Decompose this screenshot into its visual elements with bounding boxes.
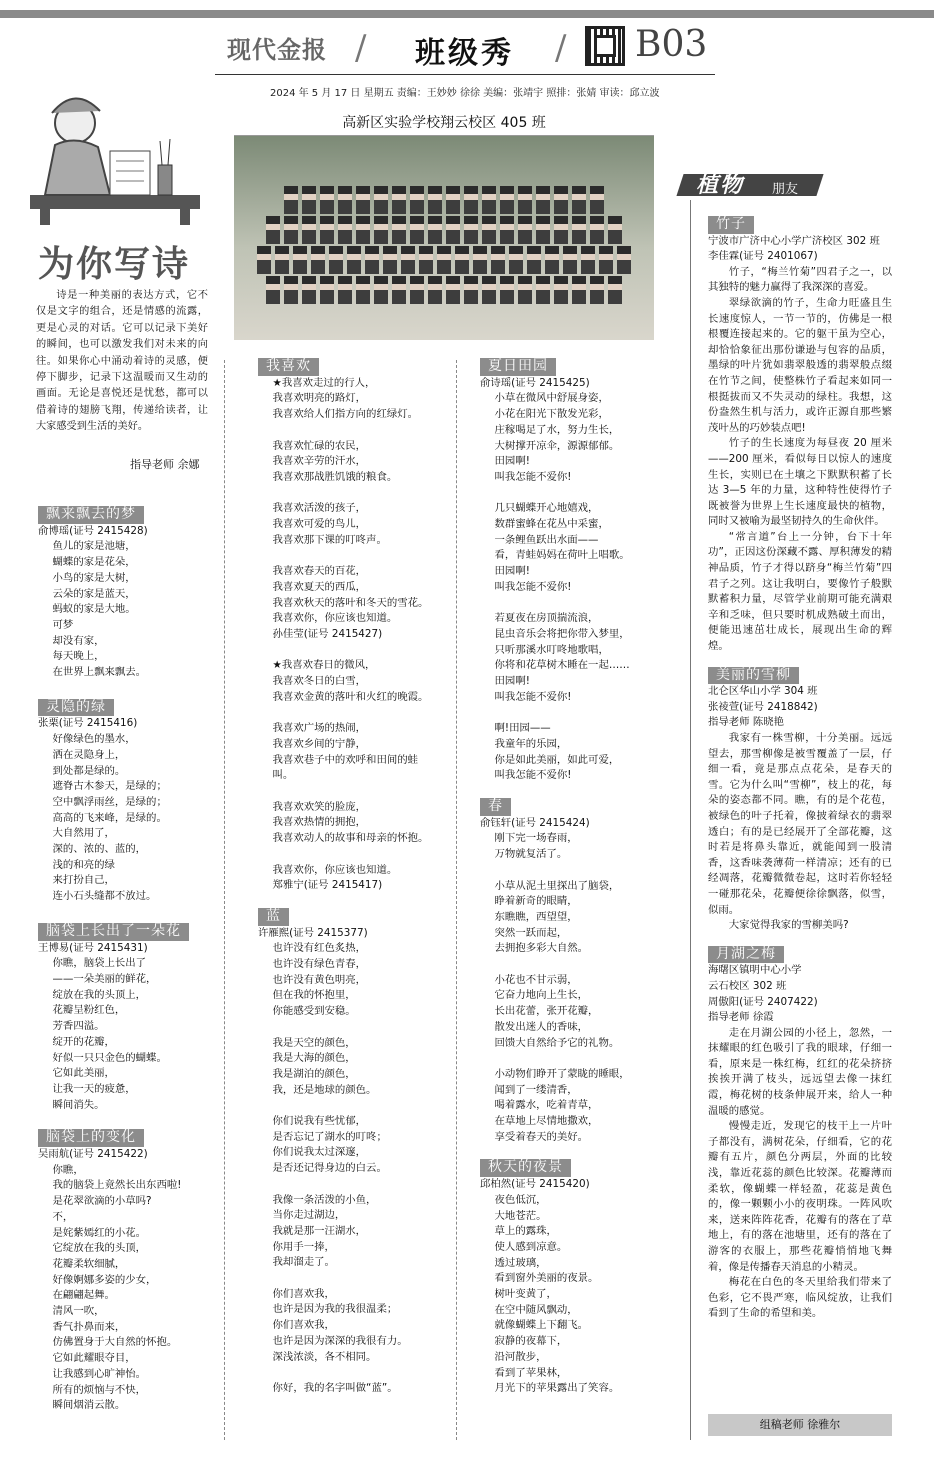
poem-line: 我喜欢忙碌的农民，	[272, 439, 367, 452]
poem-line: 透过玻璃，	[494, 1256, 547, 1269]
poem-line: 每天晚上，	[52, 650, 105, 663]
poem-line: 夜色低沉，	[494, 1193, 547, 1206]
article-paragraph: “常言道”台上一分钟，台下十年功”，正因这份深藏不露、厚积薄发的精神品质，竹子才得以跻身“梅兰竹菊”四君子之列。这让我明白，要像竹子般默默蓄积力量，尽管学业前期可能充满艰辛和乏味，但只要时机成熟破土而出，便能迅速茁壮成长，展现出生命的辉煌。	[708, 530, 892, 653]
poem-line: 我喜欢夏天的西瓜，	[272, 580, 367, 593]
poem-line	[258, 548, 438, 564]
poem-line	[258, 784, 438, 800]
poem-title	[38, 923, 208, 941]
poem-line: 我喜欢乡间的宁静，	[272, 737, 367, 750]
poem-line	[480, 863, 665, 879]
poem-block	[38, 506, 208, 681]
poem-line: 我喜欢那下课的叮咚声。	[272, 533, 387, 546]
poem-line: 你们说我太过深邃，	[272, 1146, 367, 1159]
poem-line: 洒在灵隐身上，	[52, 748, 126, 761]
article-meta: 海曙区镇明中心小学	[708, 964, 802, 977]
photo-caption: 高新区实验学校翔云校区 405 班	[234, 110, 654, 136]
poem-author: 邱柏然(证号 2415420)	[480, 1178, 590, 1191]
poem-line: 月光下的苹果露出了笑容。	[494, 1382, 620, 1395]
poem-line: 当你走过湖边，	[272, 1209, 346, 1222]
poem-line: 田园啊!	[494, 455, 530, 468]
poem-line: 我是大海的颜色，	[272, 1052, 356, 1065]
poem-line: 瞬间消失。	[52, 1098, 105, 1111]
poem-block	[480, 1159, 665, 1397]
poem-line: 看到了苹果林，	[494, 1366, 568, 1379]
column-title: 为你写诗	[38, 243, 191, 285]
poem-title	[480, 1159, 665, 1177]
poem-line: 大自然用了，	[52, 827, 115, 840]
poem-line: 若夏夜在房顶揣流浪，	[494, 612, 599, 625]
poem-line: 草上的露珠，	[494, 1225, 557, 1238]
poem-line: 我喜欢春天的百花，	[272, 565, 367, 578]
poem-line: 你瞧，	[52, 1163, 84, 1176]
poem-line: 好像婀娜多姿的少女，	[52, 1273, 157, 1286]
page-number: B03	[635, 24, 708, 65]
poem-line: 我的脑袋上竟然长出东西啦!	[52, 1179, 182, 1192]
poem-line: 也许没有红色炙热，	[272, 942, 367, 955]
article-meta: 宁波市广济中心小学广济校区 302 班	[708, 234, 880, 247]
poem-line: 闻到了一缕清香，	[494, 1083, 578, 1096]
poem-line: 来打扮自己，	[52, 874, 115, 887]
poem-line: 让我一天的疲惫，	[52, 1082, 136, 1095]
poem-tag: 夏日田园	[480, 358, 556, 376]
poem-line: ——一朵美丽的鲜花，	[52, 972, 157, 985]
poem-line: 你瞧，脑袋上长出了	[52, 957, 147, 970]
article-paragraph: 翠绿欲滴的竹子，生命力旺盛且生长速度惊人，一节一节的，仿佛是一根根覆连接起来的。它的躯干虽为空心，却恰恰象征出那份谦逊与包容的品质，墨绿的叶片犹如翡翠般透的翡翠般点缀在竹节之间，使整株竹子看起来如同一根挺拔而又不失灵动的绿柱。我想，这份盎然生机与活力，或许正源自那些繁茂叶丛的巧妙装点吧!	[708, 296, 892, 434]
poem-line: 你是如此美丽，如此可爱，	[494, 753, 620, 766]
masthead-rule	[215, 74, 715, 75]
poem-line: 郑雅宁(证号 2415417)	[272, 879, 383, 892]
poem-line: 几只蝴蝶开心地嬉戏，	[494, 502, 599, 515]
poem-line: 我喜欢那战胜饥饿的粮食。	[272, 470, 398, 483]
poem-line: 孙佳莹(证号 2415427)	[272, 627, 383, 640]
article-title	[708, 216, 892, 234]
poem-author: 许雁熙(证号 2415377)	[258, 926, 368, 939]
poem-line: 我喜欢你，你应该也知道。	[272, 612, 398, 625]
poem-line: 我是天空的颜色，	[272, 1036, 356, 1049]
poem-line: 散发出迷人的香味，	[494, 1020, 589, 1033]
poem-line: 瞬间烟消云散。	[52, 1399, 126, 1412]
article-tag: 竹子	[708, 216, 754, 234]
poem-line: 我喜欢明亮的路灯，	[272, 392, 367, 405]
poem-line: 我喜欢辛劳的汗水，	[272, 455, 367, 468]
poem-line: 啊!田园——	[494, 722, 551, 735]
poem-title	[258, 908, 438, 926]
article-paragraph: 竹子的生长速度为每昼夜 20 厘米——200 厘米，看似每日以惊人的速度生长，实则已在土壤之下默默积蓄了长达 3—5 年的力量，这种特性使得竹子既被誉为世界上生长速度最快的植物，同时又被喻为最坚韧持久的生命伙伴。	[708, 437, 892, 528]
poem-line: 我童年的乐园，	[494, 737, 568, 750]
poem-line: 叫我怎能不爱你!	[494, 690, 572, 703]
plants-column	[708, 216, 892, 1322]
article-paragraph: 慢慢走近，发现它的枝干上一片叶子都没有，满树花朵，仔细看，它的花瓣有五片，颜色分两层，外面的比较浅，靠近花蕊的颜色比较深。花瓣薄而柔软，像蝴蝶一样轻盈，花蕊是黄色的，像一颗颗小小的夜明珠。一阵风吹来，送来阵阵花香，花瓣有的落在了草地上，有的落在池塘里，还有的落在了游客的衣服上，那些花瓣悄悄地飞舞着，像是传播春天消息的小精灵。	[708, 1120, 892, 1273]
poem-column-2	[258, 358, 438, 1397]
poem-title	[38, 1129, 208, 1147]
poem-line: 小花在阳光下散发光彩，	[494, 408, 609, 421]
poem-line: 你能感受到安稳。	[272, 1005, 356, 1018]
poem-line: 我喜欢欢笑的脸庞，	[272, 800, 367, 813]
poem-line: ★我喜欢走过的行人，	[272, 376, 376, 389]
plant-article	[708, 946, 892, 1322]
poem-line: 鱼儿的家是池塘，	[52, 540, 136, 553]
poem-line: 我，还是地球的颜色。	[272, 1083, 377, 1096]
poem-line: 是姹紫嫣红的小花。	[52, 1226, 147, 1239]
poem-line: 树叶变黄了，	[494, 1288, 557, 1301]
poem-line: 就像蝴蝶上下翻飞。	[494, 1319, 589, 1332]
column-intro: 诗是一种美丽的表达方式，它不仅是文字的组合，还是情感的流露，更是心灵的对话。它可以记录下美好的瞬间，也可以激发我们对未来的向往。如果你心中涌动着诗的灵感，便停下脚步，记录下这温暖而又生动的画面。无论是喜悦还是忧愁，都可以借着诗的翅膀飞翔，传递给读者，让大家感受到生活的美好。	[36, 290, 208, 433]
intro-teacher: 指导老师 余娜	[130, 458, 200, 471]
poem-block	[480, 798, 665, 1145]
article-meta: 周傲阳(证号 2407422)	[708, 995, 818, 1008]
class-photo	[234, 136, 654, 340]
section-title: 班级秀	[415, 36, 514, 71]
poem-line	[480, 705, 665, 721]
poem-line: 好似一只只金色的蝴蝶。	[52, 1051, 167, 1064]
poem-title	[258, 358, 438, 376]
poem-line: 不，	[52, 1210, 74, 1223]
poem-line: 刚下完一场春雨，	[494, 832, 578, 845]
poem-line: 叫我怎能不爱你!	[494, 470, 572, 483]
poem-line: 我就是那一汪湖水，	[272, 1224, 367, 1237]
poem-line: 我喜欢冬日的白雪，	[272, 675, 367, 688]
poem-line: 你们喜欢我，	[272, 1287, 335, 1300]
poem-title	[38, 506, 208, 524]
poem-line: 你好，我的名字叫做“蓝”。	[272, 1382, 398, 1394]
poem-line: 长出花蕾，张开花瓣，	[494, 1005, 599, 1018]
poem-line: 连小石头缝都不放过。	[52, 890, 157, 903]
poem-line: 深浅浓淡，各不相同。	[272, 1350, 377, 1363]
editor-footer: 组稿老师 徐雅尔	[708, 1414, 892, 1436]
poem-line: 你们喜欢我，	[272, 1319, 335, 1332]
poem-line: 清风一吹，	[52, 1305, 105, 1318]
poem-line	[480, 596, 665, 612]
poem-line: 只听那溪水叮咚地歌唱，	[494, 643, 609, 656]
poem-line: 我喜欢动人的故事和母亲的怀抱。	[272, 832, 429, 845]
article-meta: 北仑区华山小学 304 班	[708, 685, 818, 698]
poem-line: 我喜欢可爱的鸟儿，	[272, 518, 367, 531]
poem-line: 到处都是绿的。	[52, 764, 126, 777]
poem-tag: 飘来飘去的梦	[38, 506, 144, 524]
poem-line: 它绽放在我的头顶，	[52, 1242, 147, 1255]
poem-line: 一条鲤鱼跃出水面——	[494, 533, 599, 546]
poem-block	[480, 358, 665, 784]
column-divider	[456, 360, 457, 1440]
article-meta: 云石校区 302 班	[708, 979, 787, 992]
poem-block	[38, 1129, 208, 1414]
poem-line: 我喜欢金黄的落叶和火红的晚霞。	[272, 690, 429, 703]
poem-line: 使人感到凉意。	[494, 1240, 568, 1253]
poem-tag: 灵隐的绿	[38, 699, 114, 717]
poem-line: 所有的烦恼与不快，	[52, 1383, 147, 1396]
poem-author: 俞钰轩(证号 2415424)	[480, 816, 590, 829]
poem-line	[480, 1051, 665, 1067]
poem-line: 蚂蚁的家是大地。	[52, 603, 136, 616]
poem-line: 突然一跃而起，	[494, 926, 568, 939]
column-divider	[224, 360, 225, 1440]
article-title	[708, 946, 892, 964]
top-rule	[0, 10, 934, 18]
article-tag: 美丽的雪柳	[708, 667, 799, 685]
poem-line: 在空中随风飘动，	[494, 1303, 578, 1316]
poem-line	[258, 1020, 438, 1036]
qr-code-icon[interactable]	[585, 26, 625, 66]
poem-line: 你用手一捧，	[272, 1240, 335, 1253]
dateline: 2024 年 5 月 17 日 星期五 责编：王妙妙 徐徐 美编：张靖宇 照排：张婧 审读：邱立波	[270, 88, 660, 99]
poem-line	[258, 423, 438, 439]
poem-line: 芳香四溢。	[52, 1020, 105, 1033]
poem-line: 万物就复活了。	[494, 848, 568, 861]
poem-tag: 秋天的夜景	[480, 1159, 571, 1177]
poem-line	[258, 1177, 438, 1193]
article-paragraph: 我家有一株雪柳，十分美丽。远远望去，那雪柳像是被雪覆盖了一层，仔细一看，竟是那点点花朵，是春天的雪。它为什么叫“雪柳”，枝上的花，每朵的姿态都不同。瞧，有的是个花苞，被绿色的叶子托着，像披着绿衣的翡翠透白；有的是已经展开了全部花瓣，这时若是将鼻头靠近，就能闻到一股清香，这香味袭薄荷一样清凉；还有的已经凋落，花瓣微微卷起，这时若你轻轻一碰那花朵，花瓣便徐徐飘落，似雪，似雨。	[708, 732, 892, 916]
poem-line: 花瓣呈粉红色，	[52, 1004, 126, 1017]
poem-line: 我喜欢活泼的孩子，	[272, 502, 367, 515]
poem-line: 我是湖泊的颜色，	[272, 1067, 356, 1080]
poem-line: 叫我怎能不爱你!	[494, 580, 572, 593]
poem-line	[258, 705, 438, 721]
paper-name: 现代金报	[227, 35, 327, 64]
poem-line: 我却溜走了。	[272, 1256, 335, 1269]
poem-line: 小草在微风中舒展身姿，	[494, 392, 609, 405]
poem-block	[258, 358, 438, 894]
poem-line: 大树撑开凉伞，源源郁郁。	[494, 439, 620, 452]
poem-line: 它奋力地向上生长，	[494, 989, 589, 1002]
article-tag: 月湖之梅	[708, 946, 784, 964]
poem-block	[38, 699, 208, 905]
plants-header-sub: 朋友	[772, 182, 799, 197]
poem-line: 是否忘记了湖水的叮咚；	[272, 1130, 387, 1143]
article-meta: 李佳霖(证号 2401067)	[708, 250, 818, 263]
poem-line: 我喜欢秋天的落叶和冬天的雪花。	[272, 596, 429, 609]
plants-section-header	[680, 168, 820, 198]
poem-line: 云朵的家是蓝天，	[52, 587, 136, 600]
poem-line: 也许是因为深深的我很有力。	[272, 1334, 408, 1347]
poem-line: 睁着新奇的眼睛，	[494, 895, 578, 908]
poem-line: ★我喜欢春日的微风，	[272, 659, 376, 672]
poem-title	[480, 358, 665, 376]
poem-line: 我喜欢热情的拥抱，	[272, 816, 367, 829]
poem-line	[258, 847, 438, 863]
poem-tag: 脑袋上长出了一朵花	[38, 923, 189, 941]
poem-line: 高高的飞来峰，是绿的。	[52, 811, 167, 824]
poem-line: 绽放在我的头顶上，	[52, 988, 147, 1001]
poem-line: 是否还记得身边的白云。	[272, 1162, 387, 1175]
poem-line: 香气扑鼻而来，	[52, 1320, 126, 1333]
masthead	[215, 22, 715, 72]
poem-line: 好像绿色的墨水，	[52, 733, 136, 746]
poem-line	[258, 1365, 438, 1381]
article-paragraph: 竹子，“梅兰竹菊”四君子之一，以其独特的魅力赢得了我深深的喜爱。	[708, 265, 892, 294]
poem-column-1	[38, 506, 208, 1414]
poem-line: 数群蜜蜂在花丛中采蜜，	[494, 518, 609, 531]
slash-divider: /	[355, 28, 367, 68]
poem-line: 寂静的夜幕下，	[494, 1335, 568, 1348]
poem-line	[258, 1098, 438, 1114]
poem-block	[38, 923, 208, 1113]
poem-author: 吴雨航(证号 2415422)	[38, 1148, 148, 1161]
poem-line: 它如此美丽，	[52, 1067, 115, 1080]
poem-column-3	[480, 358, 665, 1397]
poem-line: 我像一条活泼的小鱼，	[272, 1193, 377, 1206]
poem-line	[480, 486, 665, 502]
poem-title	[38, 699, 208, 717]
poem-author: 俞诗瑶(证号 2415425)	[480, 376, 590, 389]
poem-tag: 脑袋上的变化	[38, 1129, 144, 1147]
poem-line: 东瞧瞧，西望望，	[494, 910, 578, 923]
poem-line: 在翩翩起舞。	[52, 1289, 115, 1302]
poem-line: 我喜欢你，你应该也知道。	[272, 863, 398, 876]
poem-line: 小草从泥土里探出了脑袋，	[494, 879, 620, 892]
plant-article	[708, 216, 892, 655]
poem-line: 我喜欢巷子中的欢呼和田间的蛙叫。	[272, 753, 419, 782]
article-meta: 指导老师 陈晓艳	[708, 716, 785, 729]
right-rule	[690, 200, 691, 1440]
poem-line: 小鸟的家是大树，	[52, 571, 136, 584]
poem-line: 田园啊!	[494, 675, 530, 688]
poem-block	[258, 908, 438, 1397]
poem-line: 是花翠欲滴的小草吗?	[52, 1195, 152, 1208]
poem-author: 俞博瑶(证号 2415428)	[38, 524, 148, 537]
poem-line: 庄稼喝足了水，努力生长，	[494, 423, 620, 436]
poem-line: 我喜欢给人们指方向的红绿灯。	[272, 408, 419, 421]
poem-tag: 春	[480, 798, 511, 816]
poem-line: 也许是因为我的我很温柔；	[272, 1303, 398, 1316]
poem-line: 花瓣柔软细腻，	[52, 1257, 126, 1270]
poem-line	[258, 643, 438, 659]
poem-line: 回馈大自然给予它的礼物。	[494, 1036, 620, 1049]
poem-line: 你们说我有些忧郁，	[272, 1115, 367, 1128]
poem-author: 张栗(证号 2415416)	[38, 717, 138, 730]
poem-line: 却没有家，	[52, 634, 105, 647]
poem-line: 大地苍茫。	[494, 1209, 547, 1222]
plant-article	[708, 667, 892, 934]
poem-line: 看，青蛙妈妈在荷叶上唱歌。	[494, 549, 630, 562]
article-title	[708, 667, 892, 685]
poem-line: 深的、浓的、蓝的，	[52, 843, 147, 856]
poem-line: 你将和花草树木睡在一起……	[494, 659, 630, 672]
poem-line: 田园啊!	[494, 565, 530, 578]
poem-line: 小花也不甘示弱，	[494, 973, 578, 986]
plants-header-title: 植物	[696, 172, 745, 198]
poem-line: 但在我的怀抱里，	[272, 989, 356, 1002]
slash-divider: /	[555, 28, 567, 68]
poem-line: 可梦	[52, 618, 74, 631]
poem-line: 我喜欢广场的热闹，	[272, 722, 367, 735]
poem-line: 昆虫音乐会将把你带入梦里，	[494, 627, 630, 640]
scholar-illustration-icon	[30, 85, 200, 225]
poem-line: 沿河散步，	[494, 1350, 547, 1363]
poem-author: 王博易(证号 2415431)	[38, 941, 148, 954]
poem-line: 也许没有黄色明亮，	[272, 973, 367, 986]
article-paragraph: 梅花在白色的冬天里给我们带来了色彩，它不畏严寒，临风绽放，让我们看到了生命的希望和美。	[708, 1276, 892, 1320]
poem-line: 仿佛置身于大自然的怀抱。	[52, 1336, 178, 1349]
article-paragraph: 大家觉得我家的雪柳美吗?	[728, 919, 849, 932]
poem-line: 它如此耀眼夺目，	[52, 1352, 136, 1365]
poem-line: 遮脊古木参天，是绿的；	[52, 780, 167, 793]
poem-line: 浅的和亮的绿	[52, 858, 115, 871]
poem-line: 也许没有绿色青春，	[272, 958, 367, 971]
poem-line: 空中飘浮雨丝，是绿的；	[52, 795, 167, 808]
poem-line: 享受着春天的美好。	[494, 1130, 589, 1143]
poem-tag: 我喜欢	[258, 358, 319, 376]
poem-tag: 蓝	[258, 908, 289, 926]
article-paragraph: 走在月湖公园的小径上，忽然，一抹耀眼的红色吸引了我的眼球，仔细一看，原来是一株红梅，红红的花朵挤挤挨挨开满了枝头，远远望去像一抹红霞，梅花树的枝条伸展开来，给人一种温暖的感觉。	[708, 1026, 892, 1117]
poem-line: 绽开的花瓣，	[52, 1035, 115, 1048]
poem-line: 让我感到心旷神怡。	[52, 1367, 147, 1380]
poem-line: 去拥抱多彩大自然。	[494, 942, 589, 955]
poem-line: 蝴蝶的家是花朵，	[52, 556, 136, 569]
poem-line: 叫我怎能不爱你!	[494, 769, 572, 782]
poem-line: 在世界上飘来飘去。	[52, 666, 147, 679]
poem-line: 喝着露水，吃着青草，	[494, 1099, 599, 1112]
poem-line: 看到窗外美丽的夜景。	[494, 1272, 599, 1285]
poem-line: 在草地上尽情地撒欢，	[494, 1115, 599, 1128]
poem-line	[258, 1271, 438, 1287]
article-meta: 张祾萱(证号 2418842)	[708, 700, 818, 713]
poem-title	[480, 798, 665, 816]
poem-line	[480, 957, 665, 973]
poem-line	[258, 486, 438, 502]
article-meta: 指导老师 徐霞	[708, 1011, 774, 1024]
poem-line: 小动物们睁开了蒙眬的睡眼，	[494, 1067, 630, 1080]
